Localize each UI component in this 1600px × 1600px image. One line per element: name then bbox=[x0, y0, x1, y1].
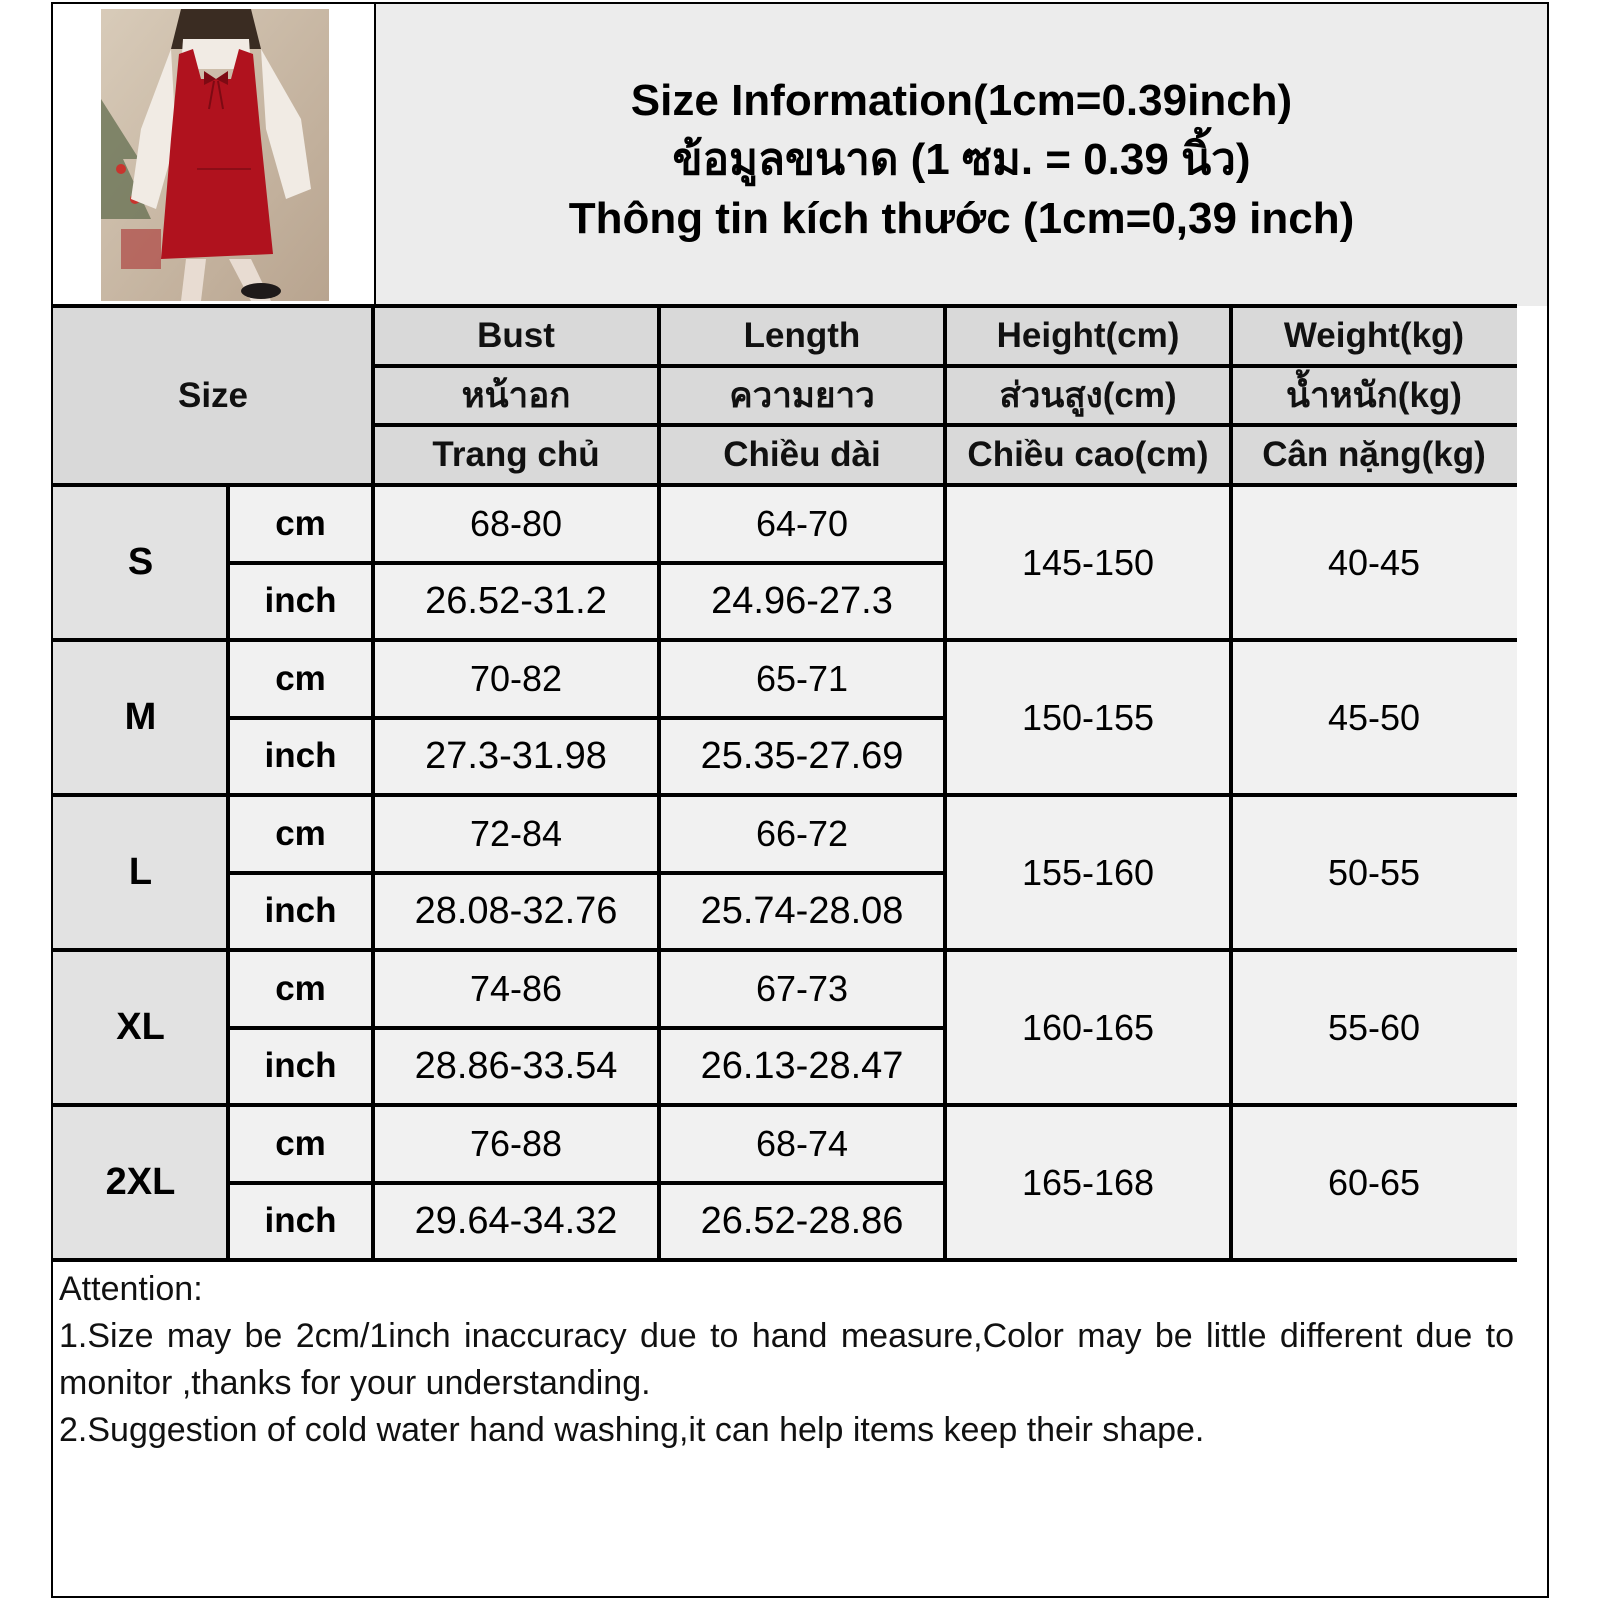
table-rule bbox=[228, 716, 945, 720]
size-label: M bbox=[53, 640, 228, 795]
bust-inch-value: 28.86-33.54 bbox=[373, 1028, 659, 1106]
unit-cm-label: cm bbox=[228, 795, 373, 873]
table-rule bbox=[53, 793, 1517, 797]
weight-value: 45-50 bbox=[1231, 640, 1517, 795]
bust-cm-value: 74-86 bbox=[373, 950, 659, 1028]
table-rule bbox=[657, 306, 661, 1260]
table-rule bbox=[228, 1026, 945, 1030]
length-inch-value: 24.96-27.3 bbox=[659, 563, 945, 641]
column-header-vi: Cân nặng(kg) bbox=[1231, 425, 1517, 485]
column-header-th: ความยาว bbox=[659, 366, 945, 425]
bust-inch-value: 28.08-32.76 bbox=[373, 873, 659, 951]
table-rule bbox=[1229, 306, 1233, 1260]
unit-inch-label: inch bbox=[228, 873, 373, 951]
unit-cm-label: cm bbox=[228, 950, 373, 1028]
height-value: 150-155 bbox=[945, 640, 1231, 795]
attention-notes bbox=[59, 1266, 1514, 1454]
column-header-en: Length bbox=[659, 306, 945, 366]
table-rule bbox=[228, 871, 945, 875]
height-value: 165-168 bbox=[945, 1105, 1231, 1260]
column-header-en: Weight(kg) bbox=[1231, 306, 1517, 366]
notes-heading: Attention: bbox=[59, 1270, 203, 1308]
title-thai: ข้อมูลขนาด (1 ซม. = 0.39 นิ้ว) bbox=[672, 134, 1251, 184]
table-rule bbox=[53, 1258, 1517, 1262]
length-inch-value: 25.74-28.08 bbox=[659, 873, 945, 951]
size-chart-sheet bbox=[51, 2, 1549, 1598]
title-vietnamese: Thông tin kích thước (1cm=0,39 inch) bbox=[568, 193, 1355, 243]
bust-inch-value: 29.64-34.32 bbox=[373, 1183, 659, 1261]
unit-cm-label: cm bbox=[228, 1105, 373, 1183]
table-rule bbox=[226, 485, 230, 1260]
weight-value: 55-60 bbox=[1231, 950, 1517, 1105]
bust-cm-value: 72-84 bbox=[373, 795, 659, 873]
bust-cm-value: 76-88 bbox=[373, 1105, 659, 1183]
size-column-header: Size bbox=[53, 306, 373, 485]
column-header-en: Height(cm) bbox=[945, 306, 1231, 366]
height-value: 160-165 bbox=[945, 950, 1231, 1105]
unit-inch-label: inch bbox=[228, 1028, 373, 1106]
product-photo-cell bbox=[53, 4, 376, 306]
table-rule bbox=[53, 483, 1517, 487]
length-cm-value: 64-70 bbox=[659, 485, 945, 563]
size-info-title-block bbox=[376, 4, 1547, 306]
weight-value: 50-55 bbox=[1231, 795, 1517, 950]
column-header-vi: Chiều dài bbox=[659, 425, 945, 485]
length-inch-value: 26.13-28.47 bbox=[659, 1028, 945, 1106]
column-header-en: Bust bbox=[373, 306, 659, 366]
product-photo bbox=[101, 9, 329, 301]
length-inch-value: 26.52-28.86 bbox=[659, 1183, 945, 1261]
weight-value: 60-65 bbox=[1231, 1105, 1517, 1260]
table-rule bbox=[371, 306, 375, 1260]
unit-cm-label: cm bbox=[228, 485, 373, 563]
length-inch-value: 25.35-27.69 bbox=[659, 718, 945, 796]
height-value: 155-160 bbox=[945, 795, 1231, 950]
unit-inch-label: inch bbox=[228, 563, 373, 641]
size-label: L bbox=[53, 795, 228, 950]
note-washing: 2.Suggestion of cold water hand washing,it can help items keep their shape. bbox=[59, 1411, 1205, 1449]
weight-value: 40-45 bbox=[1231, 485, 1517, 640]
table-rule bbox=[943, 306, 947, 1260]
table-rule bbox=[53, 948, 1517, 952]
unit-cm-label: cm bbox=[228, 640, 373, 718]
bust-cm-value: 68-80 bbox=[373, 485, 659, 563]
table-rule bbox=[53, 304, 1517, 308]
table-rule bbox=[53, 1103, 1517, 1107]
title-english: Size Information(1cm=0.39inch) bbox=[630, 75, 1293, 125]
column-header-th: หน้าอก bbox=[373, 366, 659, 425]
column-header-th: น้ำหนัก(kg) bbox=[1231, 366, 1517, 425]
column-header-vi: Chiều cao(cm) bbox=[945, 425, 1231, 485]
note-measurement: 1.Size may be 2cm/1inch inaccuracy due to hand measure,Color may be little different due to monitor ,thanks for your understanding. bbox=[59, 1317, 1514, 1402]
length-cm-value: 67-73 bbox=[659, 950, 945, 1028]
size-label: S bbox=[53, 485, 228, 640]
bust-cm-value: 70-82 bbox=[373, 640, 659, 718]
column-header-vi: Trang chủ bbox=[373, 425, 659, 485]
column-header-th: ส่วนสูง(cm) bbox=[945, 366, 1231, 425]
unit-inch-label: inch bbox=[228, 1183, 373, 1261]
table-rule bbox=[53, 638, 1517, 642]
length-cm-value: 65-71 bbox=[659, 640, 945, 718]
size-label: 2XL bbox=[53, 1105, 228, 1260]
bust-inch-value: 27.3-31.98 bbox=[373, 718, 659, 796]
table-rule bbox=[228, 1181, 945, 1185]
table-rule bbox=[228, 561, 945, 565]
height-value: 145-150 bbox=[945, 485, 1231, 640]
length-cm-value: 66-72 bbox=[659, 795, 945, 873]
unit-inch-label: inch bbox=[228, 718, 373, 796]
size-label: XL bbox=[53, 950, 228, 1105]
bust-inch-value: 26.52-31.2 bbox=[373, 563, 659, 641]
length-cm-value: 68-74 bbox=[659, 1105, 945, 1183]
